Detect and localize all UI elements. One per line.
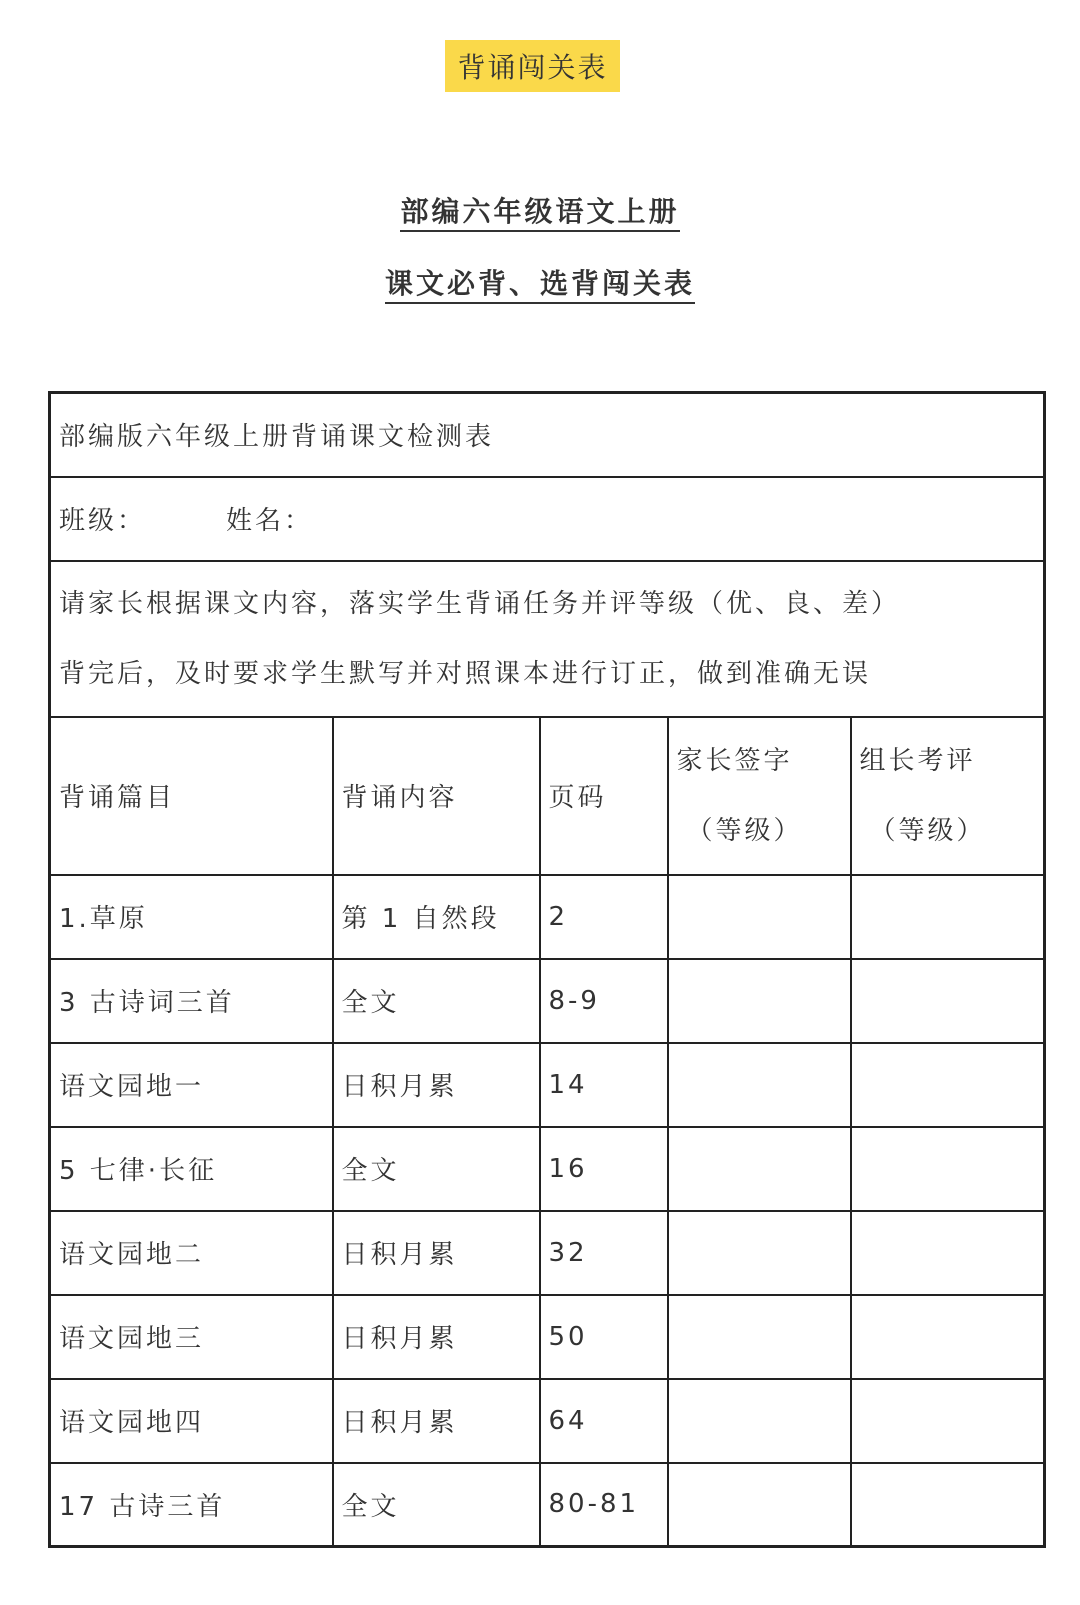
- row-page: 8-9: [540, 959, 668, 1043]
- table-row: [50, 959, 1045, 1043]
- table-row: [50, 1127, 1045, 1211]
- row-content: 第 1 自然段: [333, 875, 540, 959]
- leader-evaluation-cell[interactable]: [851, 1379, 1045, 1463]
- parent-signature-cell[interactable]: [668, 1211, 851, 1295]
- header-leader-evaluation: 组长考评 （等级）: [851, 717, 1045, 875]
- row-content: 全文: [333, 1463, 540, 1547]
- recitation-table: [48, 391, 1046, 1548]
- parent-signature-cell[interactable]: [668, 959, 851, 1043]
- notice-cell: [50, 561, 1045, 717]
- leader-evaluation-cell[interactable]: [851, 1295, 1045, 1379]
- row-title: 语文园地二: [50, 1211, 333, 1295]
- leader-evaluation-cell[interactable]: [851, 875, 1045, 959]
- parent-signature-cell[interactable]: [668, 875, 851, 959]
- header-content: 背诵内容: [333, 717, 540, 875]
- row-title: 17 古诗三首: [50, 1463, 333, 1547]
- leader-evaluation-cell[interactable]: [851, 1211, 1045, 1295]
- parent-signature-cell[interactable]: [668, 1043, 851, 1127]
- class-label: 班级：: [59, 506, 147, 536]
- row-title: 5 七律·长征: [50, 1127, 333, 1211]
- class-name-row: [50, 477, 1045, 561]
- table-row: [50, 1295, 1045, 1379]
- notice-line-1: 请家长根据课文内容，落实学生背诵任务并评等级（优、良、差）: [59, 588, 901, 619]
- table-row: [50, 1463, 1045, 1547]
- parent-signature-cell[interactable]: [668, 1127, 851, 1211]
- subtitle-line-1: 部编六年级语文上册: [0, 190, 1080, 230]
- row-title: 语文园地一: [50, 1043, 333, 1127]
- table-row: [50, 1379, 1045, 1463]
- row-content: 日积月累: [333, 1211, 540, 1295]
- table-row: [50, 875, 1045, 959]
- leader-evaluation-cell[interactable]: [851, 1127, 1045, 1211]
- row-page: 80-81: [540, 1463, 668, 1547]
- table-caption: 部编版六年级上册背诵课文检测表: [50, 393, 1045, 477]
- row-content: 全文: [333, 1127, 540, 1211]
- header-row: [50, 717, 1045, 875]
- notice-line-2: 背完后，及时要求学生默写并对照课本进行订正，做到准确无误: [59, 658, 872, 689]
- row-page: 2: [540, 875, 668, 959]
- table-row: [50, 1211, 1045, 1295]
- title-badge: 背诵闯关表: [445, 40, 620, 92]
- leader-evaluation-cell[interactable]: [851, 959, 1045, 1043]
- row-content: 日积月累: [333, 1295, 540, 1379]
- table-row: [50, 1043, 1045, 1127]
- row-page: 14: [540, 1043, 668, 1127]
- leader-evaluation-cell[interactable]: [851, 1463, 1045, 1547]
- header-page: 页码: [540, 717, 668, 875]
- row-title: 语文园地四: [50, 1379, 333, 1463]
- row-content: 全文: [333, 959, 540, 1043]
- parent-signature-cell[interactable]: [668, 1463, 851, 1547]
- row-page: 32: [540, 1211, 668, 1295]
- leader-evaluation-cell[interactable]: [851, 1043, 1045, 1127]
- row-title: 语文园地三: [50, 1295, 333, 1379]
- header-parent-signature: 家长签字 （等级）: [668, 717, 851, 875]
- row-content: 日积月累: [333, 1043, 540, 1127]
- row-page: 64: [540, 1379, 668, 1463]
- row-content: 日积月累: [333, 1379, 540, 1463]
- name-label: 姓名：: [226, 506, 314, 536]
- row-title: 1.草原: [50, 875, 333, 959]
- parent-signature-cell[interactable]: [668, 1379, 851, 1463]
- row-page: 50: [540, 1295, 668, 1379]
- header-title: 背诵篇目: [50, 717, 333, 875]
- row-page: 16: [540, 1127, 668, 1211]
- subtitle-line-2: 课文必背、选背闯关表: [0, 262, 1080, 302]
- row-title: 3 古诗词三首: [50, 959, 333, 1043]
- parent-signature-cell[interactable]: [668, 1295, 851, 1379]
